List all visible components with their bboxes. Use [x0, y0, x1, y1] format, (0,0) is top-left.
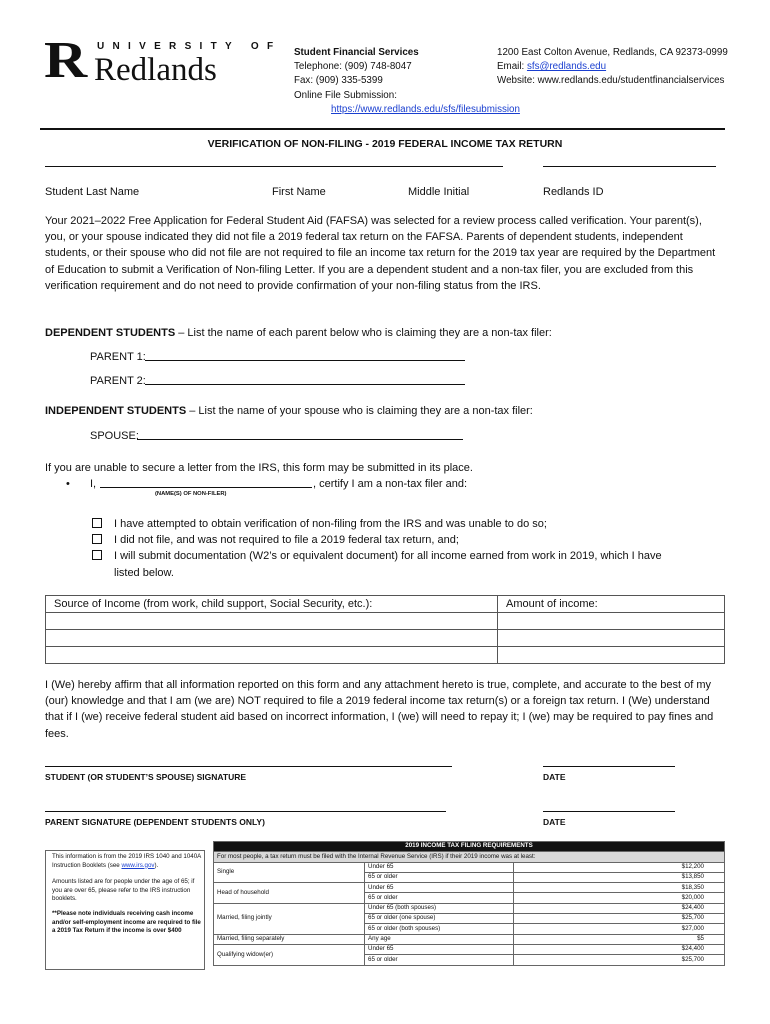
requirements-notes: [45, 850, 205, 970]
affirmation-paragraph: I (We) hereby affirm that all information reported on this form and any attachment hereto is true, complete, and accurate to the best of my (our) knowledge and that I am (we are) NOT required to file a 2019 federal income tax return(s) or a foreign tax return. I (We) understand that if I (we) receive federal student aid based on incorrect information, I (we) will need to repay it; I (we) may be required to pay fines and fees.: [45, 679, 714, 740]
income-threshold: $24,400: [514, 903, 725, 913]
income-table: [45, 595, 725, 664]
office-title: Student Financial Services: [294, 47, 419, 58]
table-row[interactable]: [46, 630, 725, 647]
age-group: 65 or older: [365, 893, 514, 903]
label-first-name: First Name: [272, 186, 326, 198]
age-group: 65 or older: [365, 872, 514, 882]
income-amount-header: Amount of income:: [498, 596, 725, 613]
income-threshold: $13,850: [514, 872, 725, 882]
certify-name-line[interactable]: [100, 487, 312, 488]
age-group: 65 or older (one spouse): [365, 914, 514, 924]
intro-paragraph: Your 2021–2022 Free Application for Federal Student Aid (FAFSA) was selected for a review process called verification. Your parent(s), you, or your spouse indicated they did not file a 2019 federal tax return on the FAFSA. Parents of dependent students, independent students, or their spouse who did not file are not required to file an income tax return for the 2019 tax year are required by the Department of Education to submit a Verification of Non-filing Letter. If you are a dependent student and a non-tax filer, you are excluded from this verification requirement and do not need to provide confirmation of your non-filing status from the IRS.: [45, 215, 716, 292]
independent-instructions: [45, 403, 725, 419]
filing-requirements-table: [213, 841, 725, 966]
income-threshold: $18,350: [514, 883, 725, 893]
income-source-header: Source of Income (from work, child support, Social Security, etc.):: [46, 596, 498, 613]
table-row[interactable]: [46, 647, 725, 664]
certify-suffix: , certify I am a non-tax filer and:: [313, 478, 468, 490]
student-date-label: DATE: [543, 772, 566, 782]
requirements-intro-row: [214, 852, 725, 862]
form-title: VERIFICATION OF NON-FILING - 2019 FEDERAL INCOME TAX RETURN: [207, 138, 563, 150]
parent2-label: PARENT 2:: [90, 375, 146, 387]
filing-status: Married, filing jointly: [214, 903, 365, 934]
label-last-name: Student Last Name: [45, 186, 140, 198]
table-row: [214, 934, 725, 944]
requirements-source-note: This information is from the 2019 IRS 1040 and 1040A Instruction Booklets (see www.irs.gov).: [52, 853, 201, 869]
income-threshold: $25,700: [514, 955, 725, 965]
age-group: Any age: [365, 934, 514, 944]
table-row: [214, 903, 725, 913]
table-row[interactable]: [46, 613, 725, 630]
bullet: •: [66, 478, 70, 490]
label-middle-initial: Middle Initial: [408, 186, 470, 198]
student-date-line[interactable]: [543, 766, 675, 767]
checkbox-label: I did not file, and was not required to file a 2019 federal tax return, and;: [114, 534, 459, 547]
email-link[interactable]: sfs@redlands.edu: [526, 61, 607, 73]
age-group: Under 65: [365, 944, 514, 954]
income-threshold: $5: [514, 934, 725, 944]
filing-status: Single: [214, 862, 365, 883]
irs-note: If you are unable to secure a letter from the IRS, this form may be submitted in its place.: [45, 462, 473, 474]
checkbox[interactable]: [92, 534, 102, 544]
checkbox-item: [92, 548, 712, 564]
contact-info: [497, 46, 728, 89]
income-threshold: $20,000: [514, 893, 725, 903]
logo-name: Redlands: [94, 52, 217, 88]
online-submission-label: Online File Submission:: [294, 89, 397, 101]
office-info: [294, 46, 520, 117]
table-row: [214, 862, 725, 872]
checkbox-label: I will submit documentation (W2’s or equivalent document) for all income earned from work in 2019, which I have: [114, 550, 662, 563]
income-threshold: $24,400: [514, 944, 725, 954]
age-group: 65 or older: [365, 955, 514, 965]
address: 1200 East Colton Avenue, Redlands, CA 92373-0999: [497, 47, 728, 58]
filing-status: Qualifying widow(er): [214, 944, 365, 965]
checkbox-item: [92, 516, 712, 532]
table-header-row: [46, 596, 725, 613]
requirements-title-row: [214, 842, 725, 852]
email-line: [497, 60, 728, 74]
spouse-line[interactable]: [137, 439, 463, 440]
parent1-line[interactable]: [145, 360, 465, 361]
requirements-cash-note: **Please note individuals receiving cash income and/or self-employment income are required to file a 2019 Tax Return if the income is over $400: [52, 909, 201, 935]
dependent-instructions: [45, 325, 725, 341]
checkbox-list: [92, 516, 712, 581]
student-signature-label: STUDENT (OR STUDENT’S SPOUSE) SIGNATURE: [45, 772, 247, 782]
checkbox-item: [92, 532, 712, 548]
filing-status: Head of household: [214, 883, 365, 904]
logo-mark: R: [44, 32, 88, 89]
irs-link[interactable]: www.irs.gov: [121, 861, 155, 869]
income-threshold: $12,200: [514, 862, 725, 872]
checkbox-continuation: listed below.: [114, 566, 174, 579]
checkbox[interactable]: [92, 550, 102, 560]
filing-status: Married, filing separately: [214, 934, 365, 944]
age-group: Under 65: [365, 862, 514, 872]
requirements-intro: For most people, a tax return must be filed with the Internal Revenue Service (IRS) if their 2019 income was at least:: [214, 852, 725, 862]
student-name-line[interactable]: [45, 166, 503, 167]
checkbox-label: I have attempted to obtain verification of non-filing from the IRS and was unable to do so;: [114, 518, 547, 530]
redlands-id-line[interactable]: [543, 166, 716, 167]
dependent-heading: DEPENDENT STUDENTS: [45, 327, 176, 339]
email-label: Email:: [497, 61, 527, 73]
table-row: [214, 883, 725, 893]
website: Website: www.redlands.edu/studentfinancialservices: [497, 75, 725, 87]
label-redlands-id: Redlands ID: [543, 186, 604, 198]
names-caption: (NAME(S) OF NON-FILER): [155, 491, 227, 497]
header-divider: [40, 128, 725, 130]
income-threshold: $27,000: [514, 924, 725, 934]
checkbox[interactable]: [92, 518, 102, 528]
parent-date-label: DATE: [543, 817, 566, 827]
independent-text: – List the name of your spouse who is claiming they are a non-tax filer:: [186, 405, 533, 417]
dependent-text: – List the name of each parent below who is claiming they are a non-tax filer:: [175, 327, 552, 339]
parent-signature-line[interactable]: [45, 811, 446, 812]
parent1-label: PARENT 1:: [90, 351, 146, 363]
office-telephone: Telephone: (909) 748-8047: [294, 61, 412, 73]
certify-prefix: I,: [90, 478, 97, 490]
age-group: Under 65: [365, 883, 514, 893]
requirements-age-note: Amounts listed are for people under the age of 65; if you are over 65, please refer to the IRS instruction booklets.: [52, 878, 195, 903]
spouse-label: SPOUSE:: [90, 430, 139, 442]
student-signature-line[interactable]: [45, 766, 452, 767]
age-group: 65 or older (both spouses): [365, 924, 514, 934]
table-row: [214, 944, 725, 954]
office-fax: Fax: (909) 335-5399: [294, 75, 383, 87]
online-submission-link[interactable]: https://www.redlands.edu/sfs/filesubmission: [331, 103, 520, 115]
age-group: Under 65 (both spouses): [365, 903, 514, 913]
logo-tagline: UNIVERSITY OF: [97, 41, 282, 52]
independent-heading: INDEPENDENT STUDENTS: [45, 405, 187, 417]
requirements-title: 2019 INCOME TAX FILING REQUIREMENTS: [214, 842, 725, 852]
parent-date-line[interactable]: [543, 811, 675, 812]
parent-signature-label: PARENT SIGNATURE (DEPENDENT STUDENTS ONLY): [45, 817, 265, 827]
income-threshold: $25,700: [514, 914, 725, 924]
parent2-line[interactable]: [145, 384, 465, 385]
